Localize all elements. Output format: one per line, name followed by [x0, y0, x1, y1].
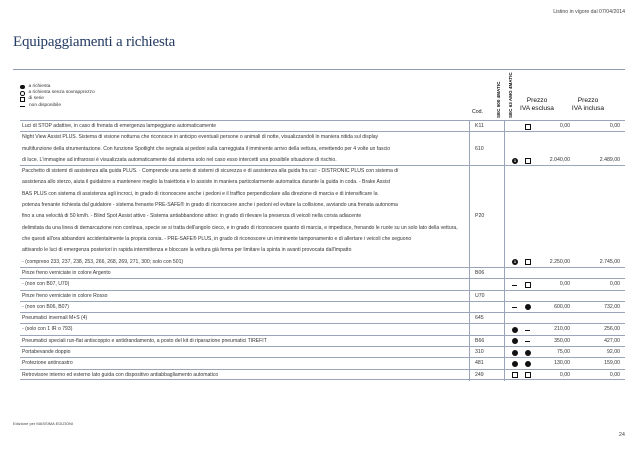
legend-item: a richiesta: [20, 84, 95, 90]
table-row: [20, 357, 625, 368]
code-col-divider: [469, 132, 470, 166]
title-rule: [13, 69, 625, 70]
table-row: [20, 346, 625, 357]
option-code: 645: [475, 315, 484, 322]
filled-circle-icon: [512, 327, 518, 333]
price-excl-vat: 2.250,00: [549, 258, 570, 265]
option-code: P20: [475, 213, 485, 220]
table-row: [20, 290, 625, 301]
numbered-circle-icon: 1: [513, 259, 517, 265]
filled-circle-icon: [512, 338, 518, 344]
price-incl-vat: 2.745,00: [599, 258, 620, 265]
price-excl-vat: 0,00: [559, 281, 570, 288]
option-code: U70: [475, 292, 485, 299]
legend-item: di serie: [20, 96, 95, 102]
price-incl-vat: 92,00: [607, 349, 620, 355]
filled-circle-icon: [512, 350, 518, 356]
col-price-excl-header: Prezzo IVA esclusa: [520, 97, 554, 112]
description-line: Retrovisore interno ed esterno lato guida con dispositivo antiabbagliamento automatico: [22, 371, 219, 378]
description-line: - (compreso 233, 237, 238, 253, 266, 268, 269, 271, 300; solo con 501): [22, 258, 184, 265]
description-line: Pinze freno verniciate in colore Rosso: [22, 292, 108, 299]
table-row: [20, 120, 625, 131]
option-code: 249: [475, 371, 484, 378]
table-row: [20, 131, 625, 165]
price-excl-vat: 0,00: [559, 123, 570, 129]
description-line: - (non con B06, B07): [22, 303, 70, 310]
description-line: Protezione antincastro: [22, 360, 73, 367]
price-excl-vat: 2.040,00: [549, 156, 570, 163]
col-price-incl-header: Prezzo IVA inclusa: [571, 97, 605, 112]
description-line: Luci di STOP adattive, in caso di frenata di emergenza lampeggiano automaticamente: [22, 123, 217, 129]
model-col-divider: [504, 132, 505, 166]
option-code: 481: [475, 360, 484, 367]
code-col-divider: [469, 370, 470, 381]
col-code-header: Cod.: [472, 109, 483, 115]
description-line: BAS PLUS con sistema di assistenza agli incroci, in grado di riconoscere anche i pedoni e il traffico perpendicolare alla direzione di marcia e di intensificare la: [22, 190, 378, 197]
description-line: Pneumatici invernali M+S (4): [22, 315, 88, 322]
table-row: [20, 335, 625, 346]
price-incl-vat: 732,00: [604, 303, 620, 310]
row-description: [22, 370, 218, 381]
dash-icon: [512, 285, 517, 286]
legend: [20, 84, 95, 109]
square-icon: [512, 372, 518, 378]
price-excl-vat: 600,00: [554, 303, 570, 310]
footer-note: Edizione per MASSIMA EDIZIONI: [13, 421, 74, 426]
description-line: Pacchetto di sistemi di assistenza alla guida PLUS. · Comprende una serie di sistemi di sicurezza e di assistenza alla guida fra cui: - DISTRONIC PLUS con sistema di: [22, 168, 399, 175]
model-col-divider: [504, 370, 505, 381]
dash-icon: [20, 106, 25, 107]
description-line: Portabevande doppio: [22, 349, 71, 355]
col-model-1-header: SEC 500 4MATIC: [496, 81, 501, 118]
price-incl-vat: 0,00: [609, 123, 620, 129]
numbered-circle-icon: 1: [513, 157, 517, 163]
price-excl-vat: 210,00: [554, 326, 570, 333]
model-col-divider: [504, 166, 505, 268]
price-excl-vat: 75,00: [557, 349, 570, 355]
price-excl-vat: 0,00: [559, 371, 570, 378]
description-line: di luce. L'immagine ad infrarossi è visualizzata automaticamente dal sistema solo nel caso esso intercetti una possibile situazione di rischio.: [22, 156, 337, 163]
table-row: [20, 323, 625, 334]
description-line: Night View Assist PLUS. Sistema di visione notturna che riconosce in anticipo eventuali persone o animali di notte, visualizzandoli in maniera nitida sul display: [22, 134, 379, 141]
option-code: K11: [475, 123, 484, 129]
table-row: [20, 301, 625, 312]
description-line: Pneumatici speciali run-flat antiscoppio e antidrandamento, a posto del kit di riparazione pneumatici TIREFIT: [22, 337, 267, 344]
table-row: [20, 312, 625, 323]
description-line: assistenza allo sterzo, aiuta il guidatore a mantenere meglio la traiettoria e lo assiste in maniera particolarmente automatica durante la guida in coda. - Brake Assist: [22, 179, 391, 186]
price-incl-vat: 2.489,00: [599, 156, 620, 163]
legend-item: non disponibile: [20, 103, 95, 109]
code-col-divider: [469, 166, 470, 268]
page-title: Equipaggiamenti a richiesta: [13, 34, 176, 50]
empty-circle-icon: [20, 91, 25, 96]
description-line: - (solo con 1 IR o 793): [22, 326, 73, 333]
description-line: fino a una velocità di 50 km/h. - Blind Spot Assist attivo - Sistema antiabbandono attivo: in grado di rilevare la presenza di veicoli nella corsia adiacente: [22, 213, 362, 220]
table-row: [20, 267, 625, 278]
square-icon: [20, 97, 25, 102]
description-line: multifunzione della strumentazione. Con funzione Spotlight che segnala ai pedoni sulla carreggiata il imminente arrivo della vettura, emettendo per 4 volte un fascio: [22, 145, 391, 152]
price-incl-vat: 159,00: [604, 360, 620, 367]
price-list-date: Listino in vigore dal 07/04/2014: [553, 9, 625, 15]
price-excl-vat: 130,00: [554, 360, 570, 367]
row-description: [22, 132, 390, 166]
description-line: delimitata da una linea di demarcazione non continua, specie se si tratta dell'angolo cieco, e in grado di riconoscere quanto di marcia, e impedisce, frenando le ruote su un solo lato della vettura,: [22, 224, 458, 231]
option-code: B66: [475, 337, 485, 344]
filled-circle-icon: [512, 361, 518, 367]
table-row: [20, 369, 625, 380]
description-line: attivando le luci di emergenza posteriori in rapida intermittenza e bloccare la vettura già ferma per limitare la spinta in avanti provocata dall'impatto: [22, 247, 352, 254]
table-row: [20, 165, 625, 267]
row-description: [22, 166, 458, 268]
price-incl-vat: 427,00: [604, 337, 620, 344]
option-code: 610: [475, 145, 484, 152]
price-excl-vat: 350,00: [554, 337, 570, 344]
option-code: 310: [475, 349, 484, 355]
col-model-2-header: SEC 63 AMG 4MATIC: [508, 72, 513, 118]
description-line: che questi all'ora abbandoni accidentalmente la propria corsia. - PRE-SAFE® PLUS, in grado di riconoscere un imminente tamponamento e di allertare i veicoli che seguono: [22, 235, 412, 242]
legend-item: a richiesta senza sovrapprezzo: [20, 90, 95, 96]
option-code: B06: [475, 269, 485, 276]
table-row: [20, 278, 625, 289]
description-line: Pinze freno verniciate in colore Argento: [22, 269, 111, 276]
price-incl-vat: 0,00: [609, 281, 620, 288]
filled-circle-icon: [20, 85, 25, 90]
page-number: 24: [618, 432, 625, 438]
price-incl-vat: 0,00: [609, 371, 620, 378]
description-line: potenza frenante richiesta dal guidatore - sistema frenante PRE-SAFE® in grado di riconoscere anche i pedoni ed evitare la collisione, avviando una frenata autonoma: [22, 202, 398, 209]
description-line: - (non con B07, U70): [22, 281, 70, 288]
price-incl-vat: 256,00: [604, 326, 620, 333]
dash-icon: [512, 307, 517, 308]
